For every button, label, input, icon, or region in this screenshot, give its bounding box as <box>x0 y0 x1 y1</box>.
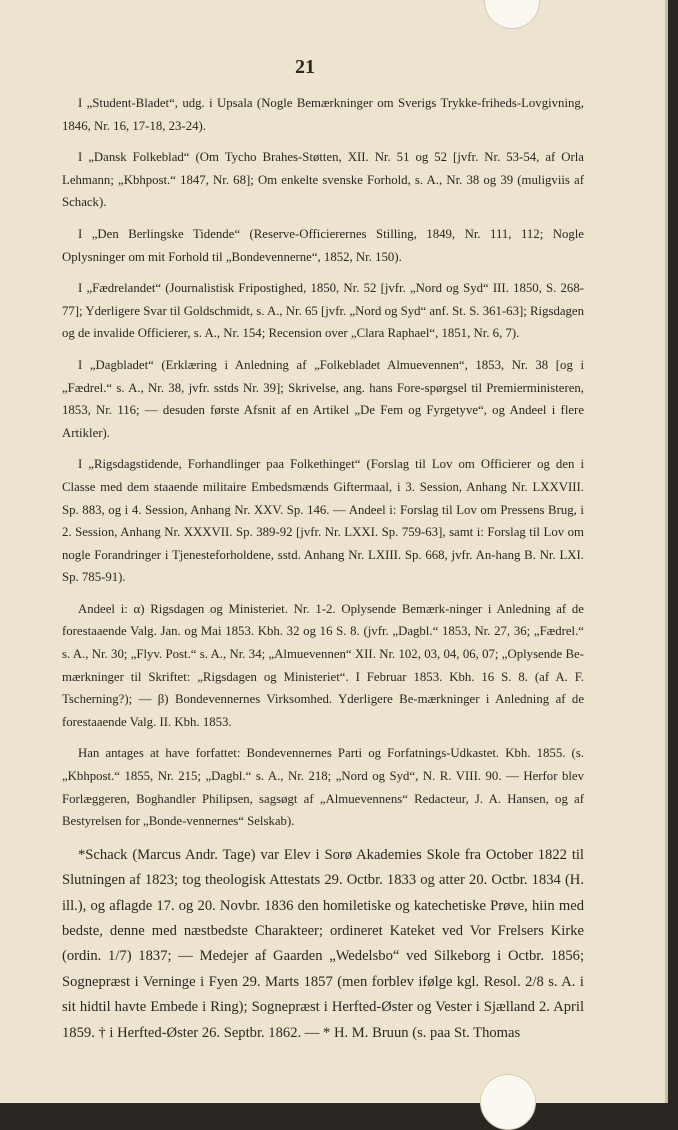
paragraph-student-bladet: I „Student-Bladet“, udg. i Upsala (Nogle Bemærkninger om Sverigs Trykke-friheds-Lovgivning, 1846, Nr. 16, 17-18, 23-24). <box>62 96 584 133</box>
page-number: 21 <box>295 56 315 78</box>
paragraph-rigsdagstidende: I „Rigsdagstidende, Forhandlinger paa Folkethinget“ (Forslag til Lov om Officierer og den i Classe med dem staaende militaire Embedsmænds Giftermaal, i 3. Session, Anhang Nr. LXXVIII. Sp. 883, og i 4. Session, Anhang Nr. XXV. Sp. 146. — Andeel i: Forslag til Lov om Pressens Brug, i 2. Session, Anhang Nr. XXXVII. Sp. 389-92 [jvfr. Nr. LXXI. Sp. 759-63], samt i: Forslag til Lov om nogle Forandringer i Tjenesteforholdene, sstd. Anhang Nr. LXIII. Sp. 668, jvfr. An-hang B. Nr. LXI. Sp. 785-91). <box>62 457 584 585</box>
page-tab-marker-bottom <box>480 1074 536 1130</box>
paragraph-schack-entry: *Schack (Marcus Andr. Tage) var Elev i Sorø Akademies Skole fra October 1822 til Slutningen af 1823; tog theologisk Attestats 29. Octbr. 1833 og atter 20. Octbr. 1834 (H. ill.), og aflagde 17. og 20. Novbr. 1836 den homiletiske og katechetiske Prøve, hiin med bedste, denne med næstbedste Charakteer; ordineret Kateket ved Vor Frelsers Kirke (ordin. 1/7) 1837; — Medejer af Gaarden „Wedelsbo“ ved Silkeborg i Octbr. 1856; Sognepræst i Verninge i Fyen 29. Marts 1857 (men forblev ifølge kgl. Resol. 2/8 s. A. i sit hidtil havte Embede i Ring); Sognepræst i Herfted-Øster og Vester i Sjælland 2. April 1859. † i Herfted-Øster 26. Septbr. 1862. — * H. M. Bruun (s. paa St. Thomas <box>62 846 584 1041</box>
paragraph-andeel: Andeel i: α) Rigsdagen og Ministeriet. Nr. 1-2. Oplysende Bemærk-ninger i Anledning af de forestaaende Valg. Jan. og Mai 1853. Kbh. 32 og 16 S. 8. (jvfr. „Dagbl.“ 1853, Nr. 27, 36; „Fædrel.“ s. A., Nr. 30; „Flyv. Post.“ s. A., Nr. 34; „Almuevennen“ XII. Nr. 102, 03, 04, 06, 07; „Oplysende Be-mærkninger til Skriftet: „Rigsdagen og Ministeriet“. I Februar 1853. Kbh. 16 S. 8. (af A. F. Tscherning?); — β) Bondevennernes Virksomhed. Yderligere Be-mærkninger i Anledning af de forestaaende Valg. II. Kbh. 1853. <box>62 601 584 729</box>
paragraph-faedrelandet: I „Fædrelandet“ (Journalistisk Fripostighed, 1850, Nr. 52 [jvfr. „Nord og Syd“ III. 1850, S. 268-77]; Yderligere Svar til Goldschmidt, s. A., Nr. 65 [jvfr. „Nord og Syd“ anf. St. S. 361-63]; Rigsdagen og de invalide Officierer, s. A., Nr. 154; Recension over „Clara Raphael“, 1851, Nr. 6, 7). <box>62 281 585 341</box>
paragraph-dagbladet: I „Dagbladet“ (Erklæring i Anledning af „Folkebladet Almuevennen“, 1853, Nr. 38 [og i „Fædrel.“ s. A., Nr. 38, jvfr. sstds Nr. 39]; Skrivelse, ang. hans Fore-spørgsel til Premierministeren, 1853, Nr. 116; — desuden første Afsnit af en Artikel „De Fem og Fyrgetyve“, og Andeel i flere Artikler). <box>62 357 584 440</box>
paragraph-berlingske-tidende: I „Den Berlingske Tidende“ (Reserve-Officierernes Stilling, 1849, Nr. 111, 112; Nogle Oplysninger om mit Forhold til „Bondevennerne“, 1852, Nr. 150). <box>62 226 584 264</box>
paragraph-dansk-folkeblad: I „Dansk Folkeblad“ (Om Tycho Brahes-Støtten, XII. Nr. 51 og 52 [jvfr. Nr. 53-54, af Orla Lehmann; „Kbhpost.“ 1847, Nr. 68]; Om enkelte svenske Forhold, s. A., Nr. 38 og 39 (muligviis af Schack). <box>62 150 584 210</box>
page-tab-marker <box>484 0 540 29</box>
page-content <box>62 92 584 1055</box>
paragraph-han-antages: Han antages at have forfattet: Bondevennernes Parti og Forfatnings-Udkastet. Kbh. 1855. (s. „Kbhpost.“ 1855, Nr. 215; „Dagbl.“ s. A., Nr. 218; „Nord og Syd“, N. R. VIII. 90. — Herfor blev Forlæggeren, Boghandler Philipsen, sagsøgt af „Almuevennens“ Redacteur, J. A. Hansen, og af Bestyrelsen for „Bonde-vennernes“ Selskab). <box>62 746 584 829</box>
